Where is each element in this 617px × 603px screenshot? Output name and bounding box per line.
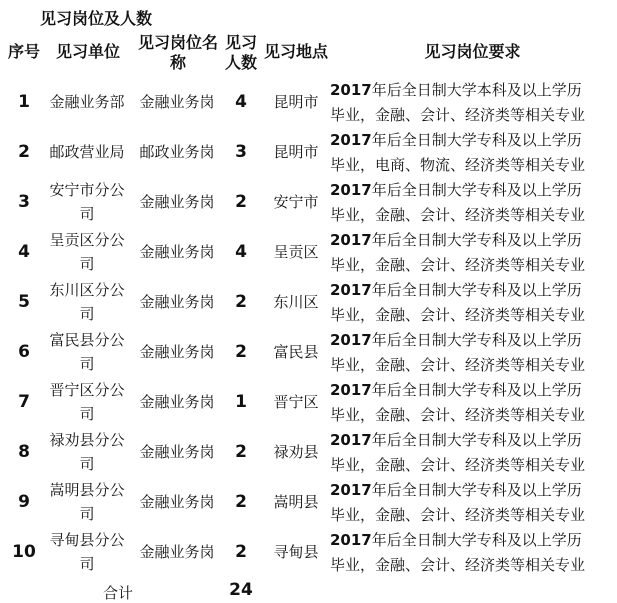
- row-number: 2: [18, 142, 30, 162]
- requirement-year: 2017: [330, 181, 372, 199]
- row-count: 2: [235, 542, 247, 562]
- page-title: 见习岗位及人数: [40, 9, 153, 28]
- row-location: 昆明市: [273, 143, 319, 161]
- row-location: 富民县: [273, 343, 319, 361]
- row-post: 金融业务岗: [139, 293, 215, 311]
- row-post: 金融业务岗: [139, 243, 215, 261]
- row-post: 金融业务岗: [139, 343, 215, 361]
- row-number: 10: [12, 542, 36, 562]
- requirement-line-2: 毕业，金融、会计、经济类等相关专业: [330, 206, 586, 224]
- row-requirement: [330, 78, 615, 128]
- row-location: 呈贡区: [273, 243, 319, 261]
- row-number: 5: [18, 292, 30, 312]
- row-count: 4: [235, 242, 247, 262]
- requirement-text-1: 年后全日制大学专科及以上学历: [371, 181, 582, 199]
- row-count: 2: [235, 342, 247, 362]
- row-post: 金融业务岗: [139, 493, 215, 511]
- row-location: 嵩明县: [273, 493, 319, 511]
- row-requirement: [330, 178, 615, 228]
- row-post: 金融业务岗: [139, 543, 215, 561]
- requirement-text-1: 年后全日制大学专科及以上学历: [371, 481, 582, 499]
- requirement-text-1: 年后全日制大学专科及以上学历: [371, 431, 582, 449]
- header-count: 见习人数: [224, 33, 257, 72]
- header-location: 见习地点: [263, 42, 328, 61]
- requirement-text-1: 年后全日制大学专科及以上学历: [371, 331, 582, 349]
- row-number: 3: [18, 192, 30, 212]
- row-unit: 寻甸县分公司: [49, 531, 125, 573]
- requirement-line-1: [330, 528, 615, 553]
- requirement-line-1: [330, 428, 615, 453]
- row-location: 寻甸县: [273, 543, 319, 561]
- row-location: 安宁市: [273, 193, 319, 211]
- row-number: 8: [18, 442, 30, 462]
- header-requirement: 见习岗位要求: [424, 42, 521, 61]
- requirement-year: 2017: [330, 531, 372, 549]
- row-requirement: [330, 278, 615, 328]
- requirement-line-1: [330, 178, 615, 203]
- requirement-text-1: 年后全日制大学专科及以上学历: [371, 381, 582, 399]
- requirement-line-2: 毕业，金融、会计、经济类等相关专业: [330, 506, 586, 524]
- row-requirement: [330, 478, 615, 528]
- row-post: 金融业务岗: [139, 93, 215, 111]
- row-requirement: [330, 528, 615, 578]
- requirement-line-1: [330, 78, 615, 103]
- row-location: 晋宁区: [273, 393, 319, 411]
- requirement-line-1: [330, 378, 615, 403]
- row-count: 2: [235, 292, 247, 312]
- row-post: 金融业务岗: [139, 193, 215, 211]
- requirement-line-1: [330, 228, 615, 253]
- requirement-text-1: 年后全日制大学专科及以上学历: [371, 281, 582, 299]
- total-label: 合计: [102, 584, 133, 602]
- row-post: 金融业务岗: [139, 393, 215, 411]
- row-count: 1: [235, 392, 247, 412]
- requirement-text-1: 年后全日制大学专科及以上学历: [371, 531, 582, 549]
- requirement-line-2: 毕业，金融、会计、经济类等相关专业: [330, 456, 586, 474]
- total-value: 24: [229, 580, 253, 600]
- requirement-line-2: 毕业，金融、会计、经济类等相关专业: [330, 256, 586, 274]
- row-unit: 富民县分公司: [49, 331, 125, 373]
- row-number: 6: [18, 342, 30, 362]
- row-unit: 嵩明县分公司: [49, 481, 125, 523]
- row-unit: 邮政营业局: [49, 143, 125, 161]
- row-requirement: [330, 428, 615, 478]
- row-number: 7: [18, 392, 30, 412]
- requirement-line-1: [330, 478, 615, 503]
- requirement-text-1: 年后全日制大学本科及以上学历: [371, 81, 582, 99]
- header-unit: 见习单位: [55, 42, 120, 61]
- requirement-line-1: [330, 128, 615, 153]
- row-unit: 禄劝县分公司: [49, 431, 125, 473]
- requirement-line-2: 毕业，金融、会计、经济类等相关专业: [330, 556, 586, 574]
- row-number: 4: [18, 242, 30, 262]
- row-unit: 晋宁区分公司: [49, 381, 125, 423]
- requirement-text-1: 年后全日制大学专科及以上学历: [371, 231, 582, 249]
- requirement-line-2: 毕业，电商、物流、经济类等相关专业: [330, 156, 586, 174]
- row-requirement: [330, 128, 615, 178]
- requirement-text-1: 年后全日制大学专科及以上学历: [371, 131, 582, 149]
- requirement-line-2: 毕业，金融、会计、经济类等相关专业: [330, 356, 586, 374]
- requirement-year: 2017: [330, 331, 372, 349]
- row-post: 金融业务岗: [139, 443, 215, 461]
- row-count: 3: [235, 142, 247, 162]
- row-post: 邮政业务岗: [139, 143, 215, 161]
- row-location: 禄劝县: [273, 443, 319, 461]
- row-requirement: [330, 328, 615, 378]
- row-count: 2: [235, 192, 247, 212]
- row-unit: 呈贡区分公司: [49, 231, 125, 273]
- requirement-line-2: 毕业，金融、会计、经济类等相关专业: [330, 306, 586, 324]
- row-number: 9: [18, 492, 30, 512]
- row-requirement: [330, 228, 615, 278]
- requirement-line-1: [330, 278, 615, 303]
- row-location: 东川区: [273, 293, 319, 311]
- row-requirement: [330, 378, 615, 428]
- row-unit: 金融业务部: [49, 93, 125, 111]
- requirement-year: 2017: [330, 81, 372, 99]
- requirement-year: 2017: [330, 231, 372, 249]
- requirement-line-2: 毕业，金融、会计、经济类等相关专业: [330, 106, 586, 124]
- requirement-year: 2017: [330, 481, 372, 499]
- row-number: 1: [18, 92, 30, 112]
- header-no: 序号: [7, 42, 40, 61]
- requirement-line-1: [330, 328, 615, 353]
- requirement-year: 2017: [330, 431, 372, 449]
- requirement-year: 2017: [330, 281, 372, 299]
- row-count: 2: [235, 442, 247, 462]
- requirement-line-2: 毕业，金融、会计、经济类等相关专业: [330, 406, 586, 424]
- row-unit: 安宁市分公司: [49, 181, 125, 223]
- row-count: 2: [235, 492, 247, 512]
- row-count: 4: [235, 92, 247, 112]
- row-unit: 东川区分公司: [49, 281, 125, 323]
- row-location: 昆明市: [273, 93, 319, 111]
- header-post-name: 见习岗位名称: [137, 33, 218, 72]
- requirement-year: 2017: [330, 381, 372, 399]
- requirement-year: 2017: [330, 131, 372, 149]
